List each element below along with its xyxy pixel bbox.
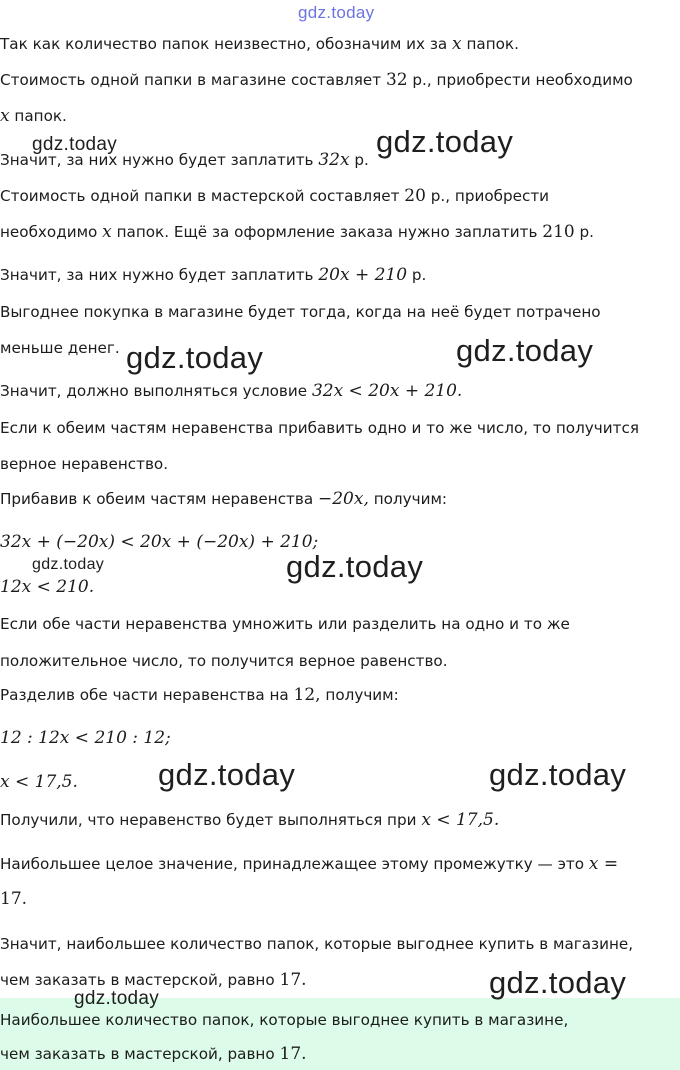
text-line: Так как количество папок неизвестно, обозначим их за x папок. [0,34,519,54]
watermark: gdz.today [32,134,118,155]
text-line: Наибольшее целое значение, принадлежащее этому промежутку — это x = [0,854,619,874]
watermark: gdz.today [286,549,424,584]
text-line: Значит, за них нужно будет заплатить 32x р. [0,150,369,170]
watermark: gdz.today [376,124,514,159]
math-line: 12x < 210. [0,577,95,597]
text-line: Если к обеим частям неравенства прибавить одно и то же число, то получится [0,419,639,437]
text-line: x папок. [0,106,67,126]
text-line: меньше денег. [0,339,120,357]
text-line: Значит, за них нужно будет заплатить 20x + 210 р. [0,265,427,285]
watermark: gdz.today [456,333,594,368]
text-line: 17. [0,889,28,909]
watermark: gdz.today [298,3,375,22]
answer-line: чем заказать в мастерской, равно 17. [0,1044,307,1064]
text-line: Получили, что неравенство будет выполняться при x < 17,5. [0,810,500,830]
math-line: 12 : 12x < 210 : 12; [0,728,171,748]
watermark: gdz.today [489,965,627,1000]
text-line: Разделив обе части неравенства на 12, получим: [0,685,399,705]
text-line: Значит, наибольшее количество папок, которые выгоднее купить в магазине, [0,935,634,953]
text-line: положительное число, то получится верное равенство. [0,652,448,670]
watermark: gdz.today [158,757,296,792]
text-line: Выгоднее покупка в магазине будет тогда, когда на неё будет потрачено [0,303,601,321]
text-line: Стоимость одной папки в мастерской составляет 20 р., приобрести [0,186,550,206]
watermark: gdz.today [489,757,627,792]
watermark: gdz.today [126,340,264,375]
math-line: 32x + (−20x) < 20x + (−20x) + 210; [0,532,319,552]
text-line: необходимо x папок. Ещё за оформление заказа нужно заплатить 210 р. [0,222,594,242]
text-line: Стоимость одной папки в магазине составляет 32 р., приобрести необходимо [0,70,633,90]
watermark: gdz.today [74,988,160,1009]
text-line: Прибавив к обеим частям неравенства −20x, получим: [0,489,448,509]
text-line: чем заказать в мастерской, равно 17. [0,970,307,990]
text-line: Если обе части неравенства умножить или разделить на одно и то же [0,615,570,633]
text-line: Значит, должно выполняться условие 32x < 20x + 210. [0,381,463,401]
watermark: gdz.today [32,556,105,573]
math-line: x < 17,5. [0,772,78,792]
answer-line: Наибольшее количество папок, которые выгоднее купить в магазине, [0,1011,569,1029]
text-line: верное неравенство. [0,455,169,473]
